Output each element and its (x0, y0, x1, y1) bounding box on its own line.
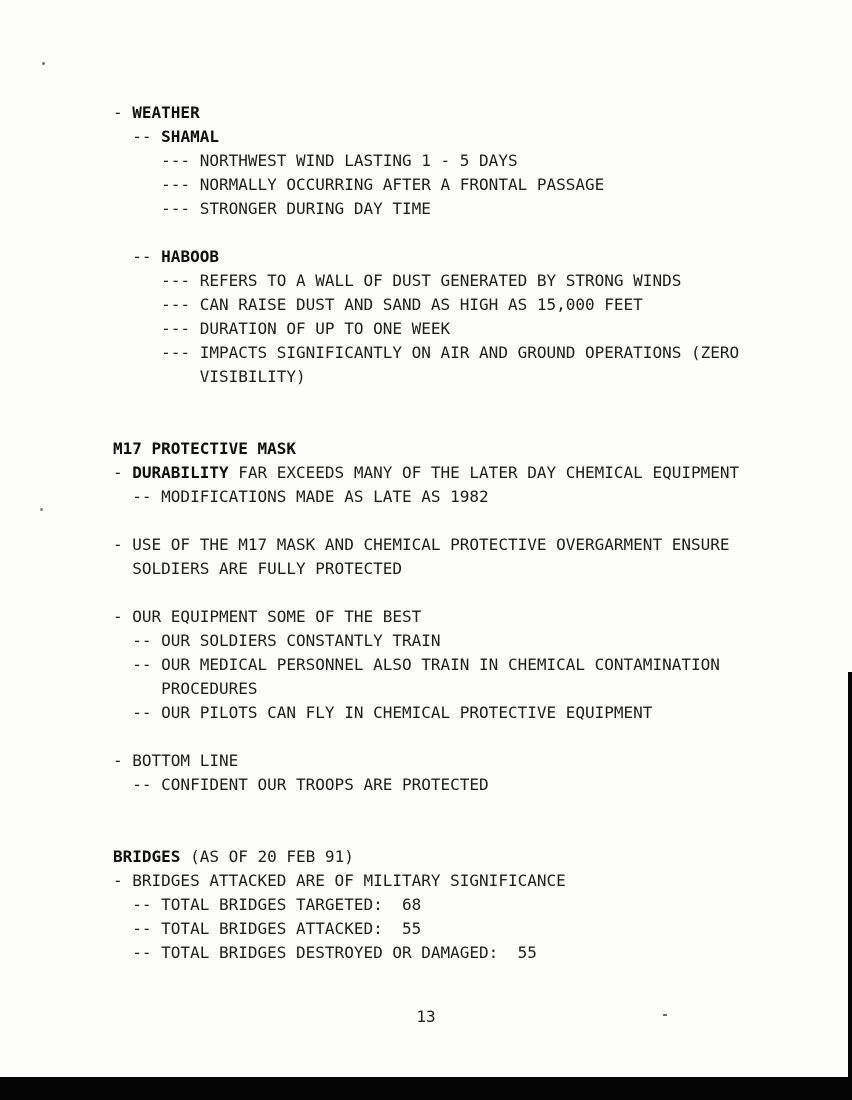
scan-speck (40, 508, 43, 511)
body-text: --- DURATION OF UP TO ONE WEEK (113, 319, 451, 338)
document-line (113, 245, 739, 269)
body-text: --- IMPACTS SIGNIFICANTLY ON AIR AND GROUND OPERATIONS (ZERO (113, 343, 740, 362)
document-line (113, 605, 739, 629)
body-text: - (113, 103, 133, 122)
document-line (113, 509, 739, 533)
body-text: - OUR EQUIPMENT SOME OF THE BEST (113, 607, 422, 626)
document-line (113, 701, 739, 725)
document-body (113, 101, 739, 965)
document-line (113, 197, 739, 221)
body-text: --- NORMALLY OCCURRING AFTER A FRONTAL PASSAGE (113, 175, 605, 194)
document-line (113, 677, 739, 701)
body-text: SOLDIERS ARE FULLY PROTECTED (113, 559, 402, 578)
heading-text: M17 PROTECTIVE MASK (113, 439, 297, 458)
body-text: -- MODIFICATIONS MADE AS LATE AS 1982 (113, 487, 489, 506)
scan-edge-artifact (0, 1077, 852, 1100)
document-line (113, 437, 739, 461)
scan-speck (663, 1014, 667, 1016)
page-number: 13 (416, 1007, 436, 1026)
document-line (113, 533, 739, 557)
document-line (113, 917, 739, 941)
body-text: -- TOTAL BRIDGES DESTROYED OR DAMAGED: 55 (113, 943, 537, 962)
document-line (113, 869, 739, 893)
body-text: -- OUR MEDICAL PERSONNEL ALSO TRAIN IN CHEMICAL CONTAMINATION (113, 655, 720, 674)
document-line (113, 317, 739, 341)
heading-text: BRIDGES (113, 847, 181, 866)
document-line (113, 893, 739, 917)
document-line (113, 629, 739, 653)
document-line (113, 773, 739, 797)
body-text: (AS OF 20 FEB 91) (180, 847, 354, 866)
body-text: -- (113, 127, 162, 146)
scan-edge-artifact (848, 672, 852, 1100)
document-line (113, 749, 739, 773)
body-text: -- TOTAL BRIDGES ATTACKED: 55 (113, 919, 422, 938)
document-line (113, 101, 739, 125)
body-text: - BRIDGES ATTACKED ARE OF MILITARY SIGNIFICANCE (113, 871, 566, 890)
document-line (113, 221, 739, 245)
document-line (113, 557, 739, 581)
document-line (113, 413, 739, 437)
body-text: --- CAN RAISE DUST AND SAND AS HIGH AS 15,000 FEET (113, 295, 643, 314)
body-text: VISIBILITY) (113, 367, 306, 386)
document-line (113, 461, 739, 485)
document-line (113, 797, 739, 821)
body-text: -- OUR SOLDIERS CONSTANTLY TRAIN (113, 631, 441, 650)
document-line (113, 941, 739, 965)
document-line (113, 581, 739, 605)
document-line (113, 341, 739, 365)
body-text: PROCEDURES (113, 679, 258, 698)
heading-text: SHAMAL (161, 127, 219, 146)
body-text: FAR EXCEEDS MANY OF THE LATER DAY CHEMICAL EQUIPMENT (228, 463, 740, 482)
body-text: - USE OF THE M17 MASK AND CHEMICAL PROTECTIVE OVERGARMENT ENSURE (113, 535, 730, 554)
body-text: - BOTTOM LINE (113, 751, 239, 770)
heading-text: WEATHER (132, 103, 200, 122)
body-text: -- TOTAL BRIDGES TARGETED: 68 (113, 895, 422, 914)
document-line (113, 149, 739, 173)
body-text: -- OUR PILOTS CAN FLY IN CHEMICAL PROTECTIVE EQUIPMENT (113, 703, 653, 722)
document-line (113, 125, 739, 149)
document-line (113, 725, 739, 749)
document-line (113, 389, 739, 413)
scan-speck (42, 62, 45, 65)
heading-text: DURABILITY (132, 463, 229, 482)
body-text: -- (113, 247, 162, 266)
body-text: --- NORTHWEST WIND LASTING 1 - 5 DAYS (113, 151, 518, 170)
document-line (113, 845, 739, 869)
document-line (113, 365, 739, 389)
document-line (113, 485, 739, 509)
document-line (113, 821, 739, 845)
document-line (113, 653, 739, 677)
heading-text: HABOOB (161, 247, 219, 266)
document-line (113, 269, 739, 293)
document-line (113, 173, 739, 197)
document-line (113, 293, 739, 317)
body-text: -- CONFIDENT OUR TROOPS ARE PROTECTED (113, 775, 489, 794)
body-text: - (113, 463, 133, 482)
body-text: --- STRONGER DURING DAY TIME (113, 199, 431, 218)
body-text: --- REFERS TO A WALL OF DUST GENERATED BY STRONG WINDS (113, 271, 682, 290)
